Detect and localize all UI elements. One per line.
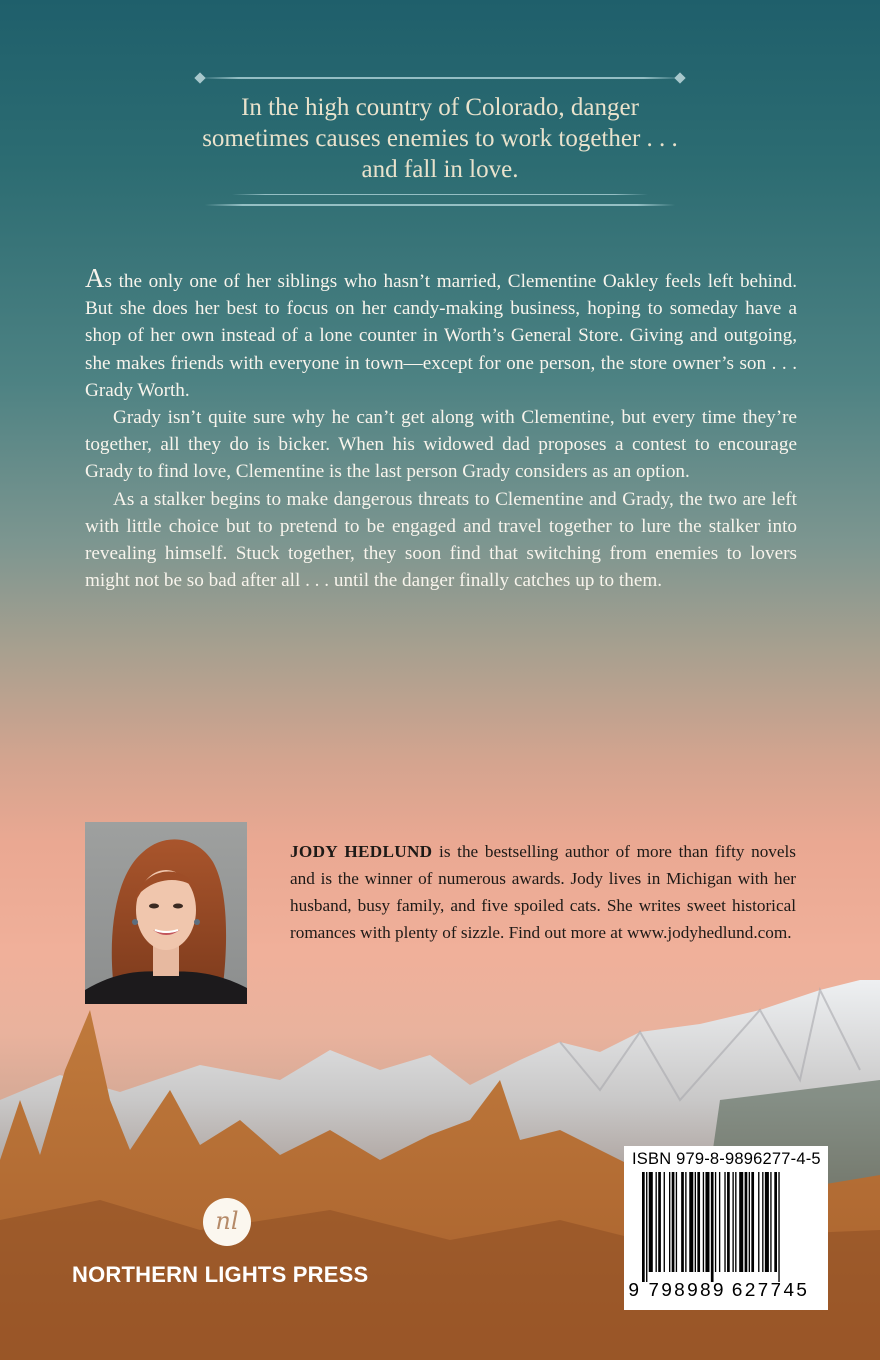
- barcode-bar: [703, 1172, 704, 1272]
- barcode-bar: [658, 1172, 661, 1272]
- ean-right-group: 627745: [731, 1280, 809, 1302]
- bottom-ornament-line-upper: [232, 194, 648, 195]
- barcode-bar: [749, 1172, 750, 1272]
- barcode-bar: [697, 1172, 700, 1272]
- ornament-diamond-left: [194, 72, 205, 83]
- barcode-bar: [762, 1172, 763, 1272]
- author-bio-text: is the bestselling author of more than fifty novels and is the winner of numerous awards. Jody lives in Michigan with her husband, busy family, and five spoiled cats. She writes sweet historical romances with plenty of sizzle. Find out more at www.jodyhedlund.com.: [290, 842, 796, 942]
- tagline: [120, 92, 760, 185]
- barcode-bar: [642, 1172, 645, 1282]
- barcode-bar: [669, 1172, 670, 1272]
- barcode-bar: [689, 1172, 693, 1272]
- paragraph-1-text: s the only one of her siblings who hasn’t married, Clementine Oakley feels left behind. But she does her best to focus on her candy-making business, hoping to someday have a shop of her own instead of a lone counter in Worth’s General Store. Giving and outgoing, she makes friends with everyone in town—except for one person, the store owner’s son . . . Grady Worth.: [85, 271, 797, 401]
- author-photo: [85, 822, 247, 1004]
- barcode-bar: [765, 1172, 769, 1272]
- tagline-line-2: sometimes causes enemies to work together . . .: [202, 125, 678, 152]
- barcode-bar: [774, 1172, 777, 1272]
- ean-digits: [628, 1280, 824, 1302]
- barcode-bar: [676, 1172, 677, 1272]
- description-paragraph-3: As a stalker begins to make dangerous threats to Clementine and Grady, the two are left with little choice but to pretend to be engaged and travel together to lure the stalker into revealing himself. Stuck together, they soon find that switching from enemies to lovers might not be so bad after all . . . until the danger finally catches up to them.: [85, 488, 797, 592]
- bottom-ornament-line-lower: [205, 204, 675, 206]
- description-paragraph-2: Grady isn’t quite sure why he can’t get along with Clementine, but every time they’re together, all they do is bicker. When his widowed dad proposes a contest to encourage Grady to find love, Clementine is the last person Grady considers as an option.: [85, 407, 797, 483]
- barcode-bar: [778, 1172, 779, 1282]
- ean-first-digit: 9: [628, 1280, 640, 1302]
- barcode-bar: [751, 1172, 754, 1272]
- barcode-bar: [646, 1172, 647, 1282]
- barcode-bar: [745, 1172, 748, 1272]
- tagline-line-3: and fall in love.: [361, 156, 519, 183]
- barcode-bar: [732, 1172, 733, 1272]
- barcode-bars: [642, 1172, 820, 1282]
- description-paragraph-1: [85, 265, 797, 404]
- barcode-bar: [711, 1172, 714, 1282]
- drop-cap: A: [85, 263, 105, 293]
- publisher-name: NORTHERN LIGHTS PRESS: [72, 1262, 369, 1287]
- barcode-bar: [681, 1172, 684, 1272]
- barcode-bar: [770, 1172, 771, 1272]
- barcode-bar: [685, 1172, 686, 1272]
- barcode-bar: [724, 1172, 725, 1272]
- barcode-bar: [715, 1172, 716, 1272]
- barcode-bar: [719, 1172, 720, 1272]
- barcode-bar: [695, 1172, 696, 1272]
- barcode-bar: [672, 1172, 675, 1272]
- ornament-diamond-right: [674, 72, 685, 83]
- publisher-logo: nl: [203, 1198, 251, 1246]
- tagline-line-1: In the high country of Colorado, danger: [241, 94, 639, 121]
- book-description: [85, 265, 797, 594]
- barcode-bar: [727, 1172, 730, 1272]
- barcode-bar: [664, 1172, 665, 1272]
- author-portrait-icon: [85, 822, 247, 1004]
- barcode-bar: [735, 1172, 736, 1272]
- author-name: JODY HEDLUND: [290, 842, 433, 861]
- barcode-panel: [624, 1146, 828, 1310]
- barcode-bar: [656, 1172, 657, 1272]
- author-bio: [290, 838, 796, 946]
- top-ornament-line: [200, 77, 682, 79]
- barcode-bar: [758, 1172, 759, 1272]
- barcode-bar: [739, 1172, 743, 1272]
- barcode-bar: [705, 1172, 709, 1272]
- barcode-bar: [649, 1172, 653, 1272]
- ean-left-group: 798989: [648, 1280, 726, 1302]
- isbn-label: ISBN 979-8-9896277-4-5: [632, 1150, 821, 1168]
